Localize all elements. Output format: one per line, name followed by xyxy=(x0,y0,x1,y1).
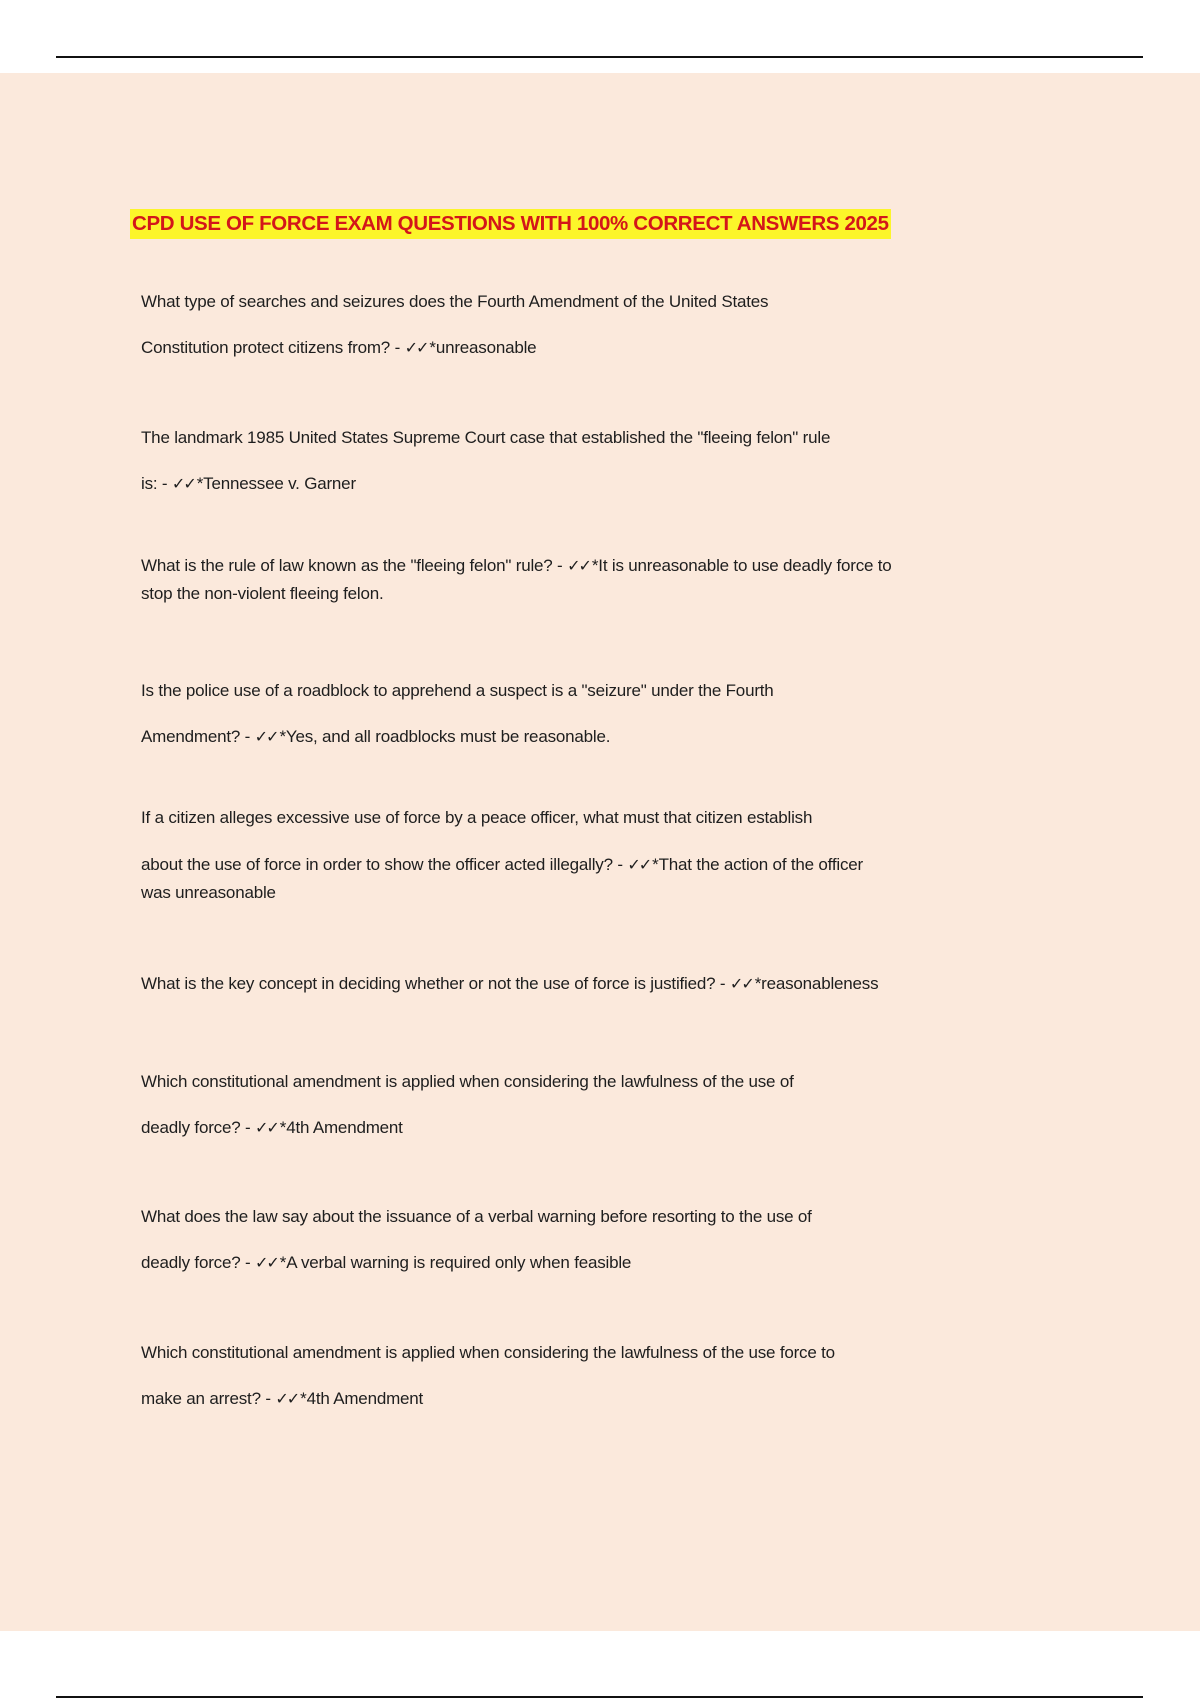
answer-prefix: * xyxy=(196,474,204,493)
question-7-line-1: Which constitutional amendment is applied when considering the lawfulness of the use of xyxy=(141,1072,794,1091)
question-8-line-1: What does the law say about the issuance of a verbal warning before resorting to the use of xyxy=(141,1207,812,1226)
question-9-line-1: Which constitutional amendment is applied when considering the lawfulness of the use force to xyxy=(141,1343,835,1362)
question-3-text: What is the rule of law known as the "fleeing felon" rule? - xyxy=(141,556,563,575)
question-8-line-2 xyxy=(141,1240,1071,1286)
answer-3-line-2: stop the non-violent fleeing felon. xyxy=(141,584,384,603)
question-5-tail: about the use of force in order to show the officer acted illegally? - xyxy=(141,855,623,874)
double-check-icon: ✓✓ xyxy=(275,1389,299,1408)
answer-prefix: * xyxy=(754,974,762,993)
question-7-tail: deadly force? - xyxy=(141,1118,251,1137)
answer-5-line-2: was unreasonable xyxy=(141,883,276,902)
qa-item-1 xyxy=(141,279,1071,371)
answer-prefix: * xyxy=(279,727,286,746)
question-1-tail: Constitution protect citizens from? - xyxy=(141,338,401,357)
question-4-tail: Amendment? - xyxy=(141,727,251,746)
qa-item-3 xyxy=(141,552,1071,608)
double-check-icon: ✓✓ xyxy=(567,556,590,575)
double-check-icon: ✓✓ xyxy=(404,338,428,357)
answer-1: unreasonable xyxy=(435,338,537,357)
question-5-line-1: If a citizen alleges excessive use of force by a peace officer, what must that citizen establish xyxy=(141,808,813,827)
question-3-line-1 xyxy=(141,552,1071,580)
qa-item-5 xyxy=(141,804,1071,907)
answer-prefix: * xyxy=(279,1253,287,1272)
question-6-text: What is the key concept in deciding whether or not the use of force is justified? - xyxy=(141,974,726,993)
footer-rule xyxy=(56,1696,1143,1698)
double-check-icon: ✓✓ xyxy=(254,1253,278,1272)
answer-prefix: * xyxy=(591,556,599,575)
question-8-tail: deadly force? - xyxy=(141,1253,251,1272)
question-9-line-2 xyxy=(141,1376,1071,1422)
question-1-line-1: What type of searches and seizures does the Fourth Amendment of the United States xyxy=(141,292,769,311)
answer-6: reasonableness xyxy=(761,974,879,993)
double-check-icon: ✓✓ xyxy=(627,855,651,874)
question-2-line-2 xyxy=(141,461,1071,507)
answer-9: 4th Amendment xyxy=(306,1389,424,1408)
question-2-line-1: The landmark 1985 United States Supreme Court case that established the "fleeing felon" rule xyxy=(141,428,831,447)
document-title: CPD USE OF FORCE EXAM QUESTIONS WITH 100% CORRECT ANSWERS 2025 xyxy=(130,209,891,239)
double-check-icon: ✓✓ xyxy=(254,1118,278,1137)
qa-item-2 xyxy=(141,415,1071,507)
qa-item-6 xyxy=(141,970,1071,998)
question-2-tail: is: - xyxy=(141,474,168,493)
question-9-tail: make an arrest? - xyxy=(141,1389,271,1408)
answer-7: 4th Amendment xyxy=(286,1118,403,1137)
qa-item-4 xyxy=(141,668,1071,760)
answer-prefix: * xyxy=(300,1389,307,1408)
question-4-line-2 xyxy=(141,714,1071,760)
question-1-line-2 xyxy=(141,325,1071,371)
qa-item-8 xyxy=(141,1194,1071,1286)
question-4-line-1: Is the police use of a roadblock to apprehend a suspect is a "seizure" under the Fourth xyxy=(141,681,774,700)
answer-3-line-1: It is unreasonable to use deadly force to xyxy=(598,556,892,575)
header-rule xyxy=(56,56,1143,58)
answer-prefix: * xyxy=(652,855,659,874)
qa-item-7 xyxy=(141,1059,1071,1151)
question-7-line-2 xyxy=(141,1105,1071,1151)
question-5-line-2 xyxy=(141,851,1071,879)
answer-2: Tennessee v. Garner xyxy=(203,474,356,493)
double-check-icon: ✓✓ xyxy=(254,727,278,746)
answer-4: Yes, and all roadblocks must be reasonable. xyxy=(285,727,611,746)
double-check-icon: ✓✓ xyxy=(171,474,195,493)
answer-8: A verbal warning is required only when feasible xyxy=(286,1253,632,1272)
answer-5-line-1: That the action of the officer xyxy=(658,855,864,874)
double-check-icon: ✓✓ xyxy=(729,974,753,993)
qa-item-9 xyxy=(141,1330,1071,1422)
question-6-line-1 xyxy=(141,970,1071,998)
answer-prefix: * xyxy=(429,338,436,357)
answer-prefix: * xyxy=(279,1118,287,1137)
